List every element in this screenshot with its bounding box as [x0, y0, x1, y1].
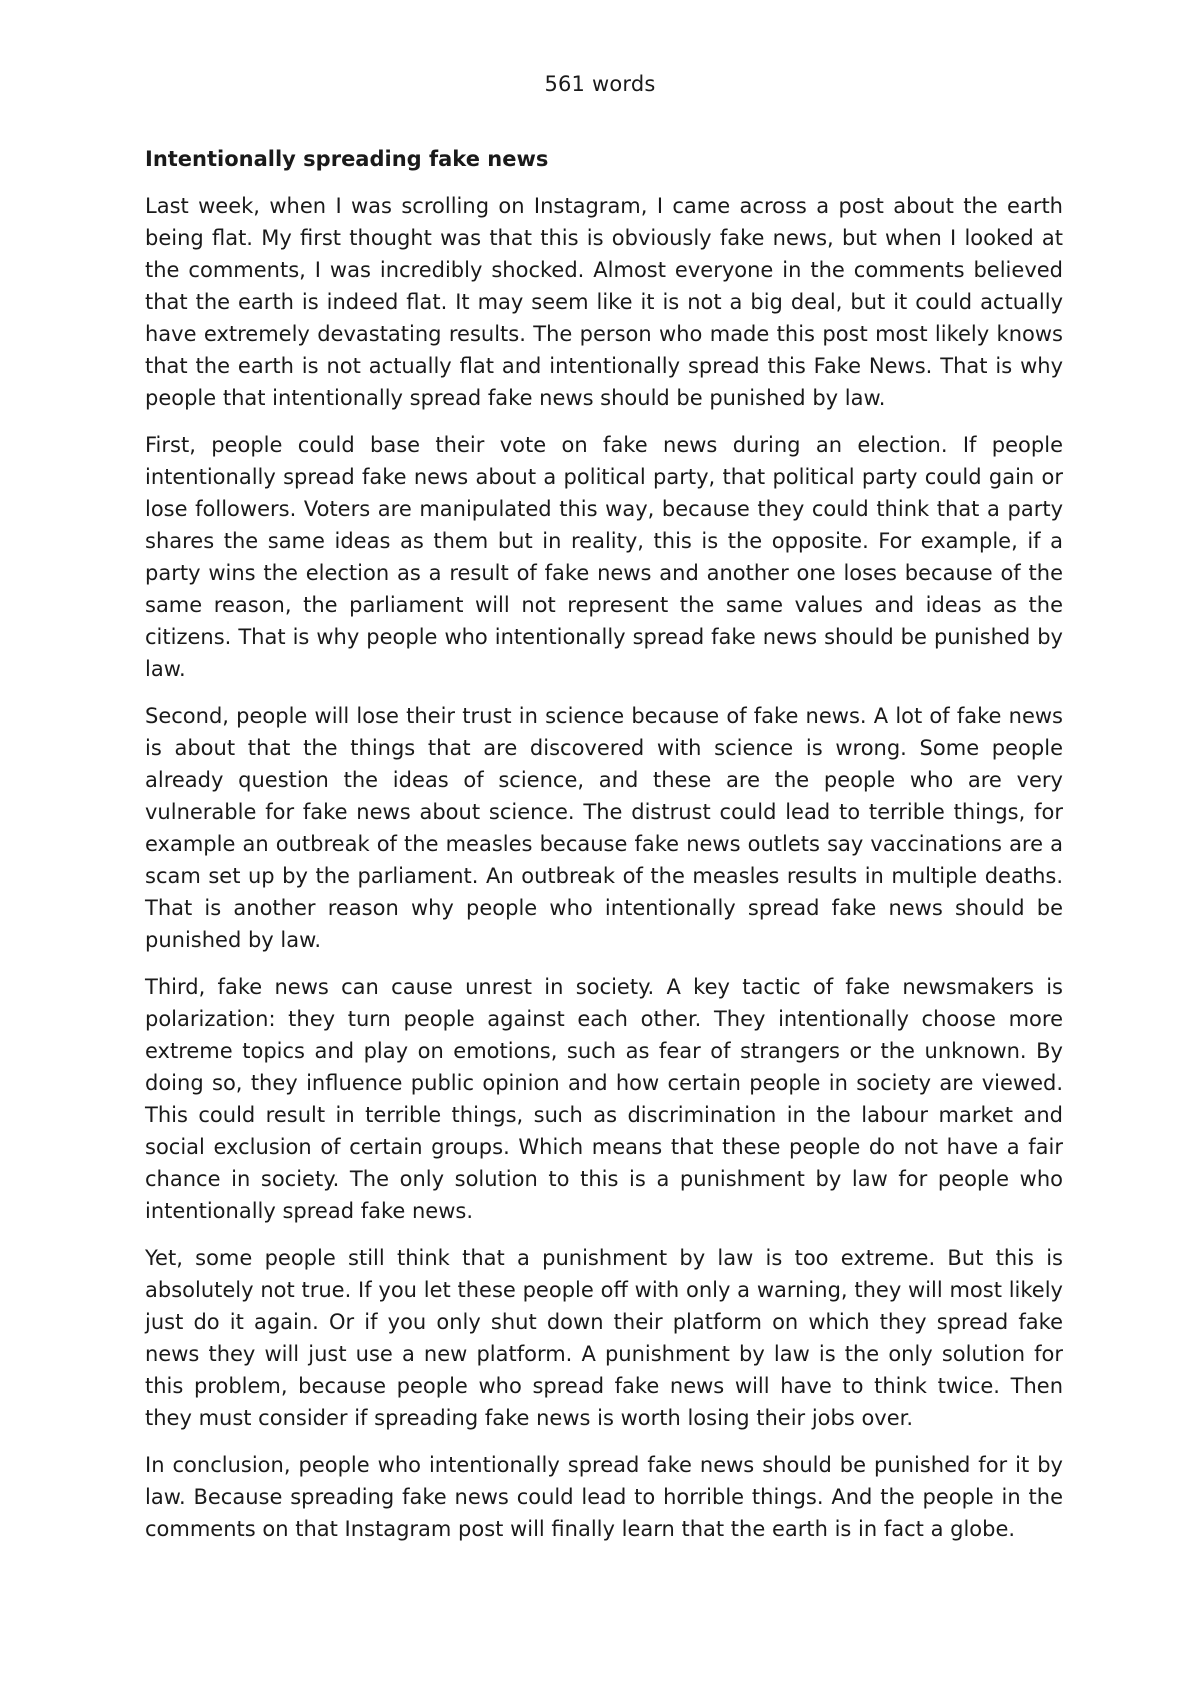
paragraph-counterargument: Yet, some people still think that a punishment by law is too extreme. But this is absolutely not true. If you let these people off with only a warning, they will most likely just do it again. Or if you only shut down their platform on which they spread fake news they will just use a new platform. A punishment by law is the only solution for this problem, because people who spread fake news will have to think twice. Then they must consider if spreading fake news is worth losing their jobs over. — [145, 1246, 1063, 1430]
word-count-header: 561 words — [544, 72, 656, 96]
paragraph-third-argument: Third, fake news can cause unrest in society. A key tactic of fake newsmakers is polarization: they turn people against each other. They intentionally choose more extreme topics and play on emotions, such as fear of strangers or the unknown. By doing so, they influence public opinion and how certain people in society are viewed. This could result in terrible things, such as discrimination in the labour market and social exclusion of certain groups. Which means that these people do not have a fair chance in society. The only solution to this is a punishment by law for people who intentionally spread fake news. — [145, 975, 1063, 1223]
essay-body — [145, 143, 1063, 1560]
paragraph-second-argument: Second, people will lose their trust in science because of fake news. A lot of fake news is about that the things that are discovered with science is wrong. Some people already question the ideas of science, and these are the people who are very vulnerable for fake news about science. The distrust could lead to terrible things, for example an outbreak of the measles because fake news outlets say vaccinations are a scam set up by the parliament. An outbreak of the measles results in multiple deaths. That is another reason why people who intentionally spread fake news should be punished by law. — [145, 704, 1063, 952]
paragraph-first-argument: First, people could base their vote on fake news during an election. If people intentionally spread fake news about a political party, that political party could gain or lose followers. Voters are manipulated this way, because they could think that a party shares the same ideas as them but in reality, this is the opposite. For example, if a party wins the election as a result of fake news and another one loses because of the same reason, the parliament will not represent the same values and ideas as the citizens. That is why people who intentionally spread fake news should be punished by law. — [145, 433, 1063, 681]
paragraph-introduction: Last week, when I was scrolling on Instagram, I came across a post about the earth being flat. My first thought was that this is obviously fake news, but when I looked at the comments, I was incredibly shocked. Almost everyone in the comments believed that the earth is indeed flat. It may seem like it is not a big deal, but it could actually have extremely devastating results. The person who made this post most likely knows that the earth is not actually flat and intentionally spread this Fake News. That is why people that intentionally spread fake news should be punished by law. — [145, 194, 1063, 410]
essay-title: Intentionally spreading fake news — [145, 147, 549, 171]
paragraph-conclusion: In conclusion, people who intentionally spread fake news should be punished for it by law. Because spreading fake news could lead to horrible things. And the people in the comments on that Instagram post will finally learn that the earth is in fact a globe. — [145, 1453, 1063, 1541]
